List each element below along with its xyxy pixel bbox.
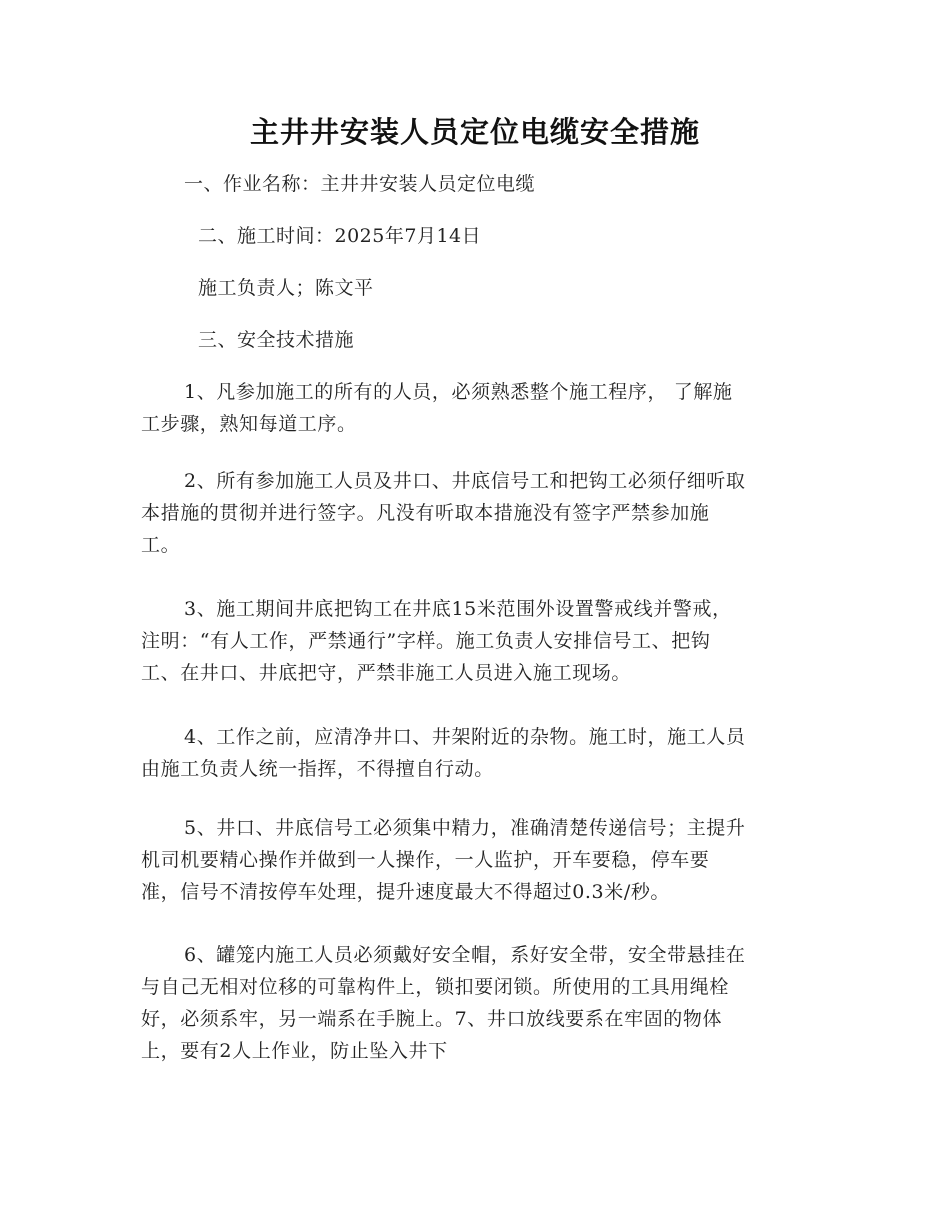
paragraph-5 — [141, 812, 809, 908]
document-title: 主井井安装人员定位电缆安全措施 — [249, 115, 700, 149]
paragraph-line: 5、井口、井底信号工必须集中精力，准确清楚传递信号；主提升 — [184, 817, 746, 839]
paragraph-line: 6、罐笼内施工人员必须戴好安全帽，系好安全带，安全带悬挂在 — [184, 944, 746, 966]
header-line-person-in-charge: 施工负责人；陈文平 — [198, 277, 374, 299]
header-line-construction-time: 二、施工时间：2025年7月14日 — [198, 225, 482, 247]
paragraph-2 — [141, 465, 809, 561]
header-line-safety-measures: 三、安全技术措施 — [198, 329, 355, 351]
header-line-job-name: 一、作业名称：主井井安装人员定位电缆 — [184, 173, 536, 195]
paragraph-line: 好，必须系牢，另一端系在手腕上。7、井口放线要系在牢固的物体 — [141, 1008, 723, 1030]
paragraph-line: 上，要有2人上作业，防止坠入井下 — [141, 1040, 448, 1062]
paragraph-line: 由施工负责人统一指挥，不得擅自行动。 — [141, 758, 494, 780]
paragraph-line: 注明：“有人工作，严禁通行”字样。施工负责人安排信号工、把钩 — [141, 630, 711, 652]
paragraph-line: 3、施工期间井底把钩工在井底15米范围外设置警戒线并警戒， — [184, 598, 732, 620]
paragraph-line: 本措施的贯彻并进行签字。凡没有听取本措施没有签字严禁参加施 — [141, 502, 710, 524]
paragraph-line: 工、在井口、井底把守，严禁非施工人员进入施工现场。 — [141, 662, 632, 684]
paragraph-line: 准，信号不清按停车处理，提升速度最大不得超过0.3米/秒。 — [141, 881, 671, 903]
paragraph-6 — [141, 939, 809, 1067]
paragraph-line: 机司机要精心操作并做到一人操作，一人监护，开车要稳，停车要 — [141, 849, 710, 871]
paragraph-line: 与自己无相对位移的可靠构件上，锁扣要闭锁。所使用的工具用绳栓 — [141, 976, 730, 998]
paragraph-line: 工。 — [141, 534, 181, 556]
paragraph-3 — [141, 593, 809, 689]
paragraph-line: 1、凡参加施工的所有的人员，必须熟悉整个施工程序， 了解施 — [184, 381, 733, 403]
paragraph-4 — [141, 721, 809, 785]
paragraph-line: 2、所有参加施工人员及井口、井底信号工和把钩工必须仔细听取 — [184, 470, 746, 492]
paragraph-line: 4、工作之前，应清净井口、井架附近的杂物。施工时，施工人员 — [184, 726, 746, 748]
paragraph-line: 工步骤，熟知每道工序。 — [141, 413, 357, 435]
paragraph-1 — [141, 376, 809, 440]
